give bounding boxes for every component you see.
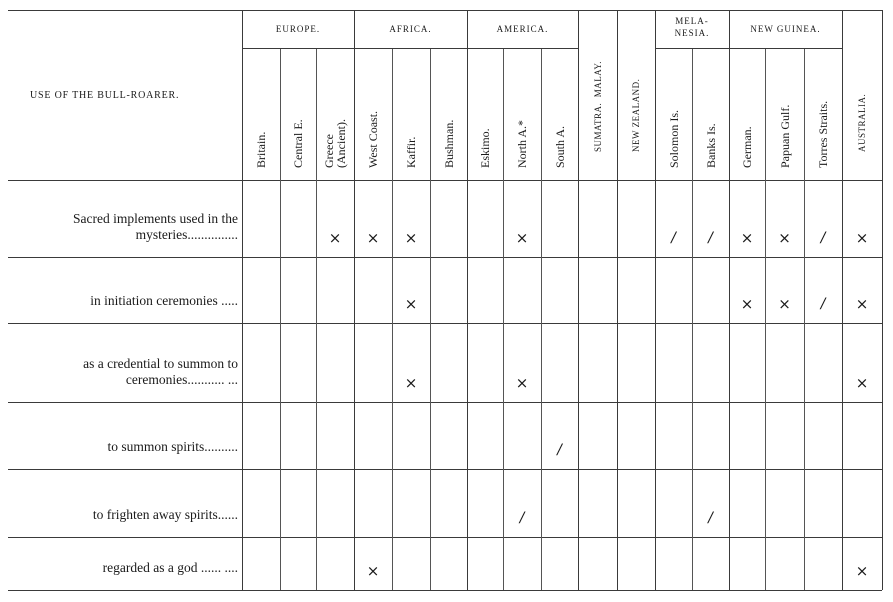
column-label: SUMATRA. MALAY. [592,60,603,152]
column-label: Greece (Ancient). [322,119,348,168]
column-label: South A. [552,125,567,168]
cross-mark: × [404,229,418,247]
row-label: as a credential to summon to ceremonies........... ... [83,356,238,387]
column-divider [242,10,243,590]
cross-mark: × [515,229,529,247]
cross-mark: × [366,562,380,580]
column-label: German. [740,126,754,168]
column-divider [578,10,579,590]
cross-mark: × [404,295,418,313]
column-divider [842,10,843,590]
column-divider [316,48,317,590]
column-label: Torres Straits. [816,100,830,168]
slash-mark: / [557,442,562,458]
cross-mark: × [855,295,869,313]
column-divider [467,10,468,590]
slash-mark: / [820,296,826,312]
slash-mark: / [519,510,525,526]
row-label: to summon spirits.......... [107,439,238,454]
row-label: to frighten away spirits...... [92,507,238,522]
column-divider [765,48,766,590]
column-label: North A.* [515,120,529,168]
header-bottom-border [8,180,882,181]
slash-mark: / [708,510,713,526]
column-divider [541,48,542,590]
cross-mark: × [404,374,418,392]
row-border [8,402,882,403]
cross-mark: × [778,229,791,247]
column-divider [280,48,281,590]
group-underline [655,48,729,49]
column-divider [882,10,883,590]
row-border [8,537,882,538]
column-label: Papuan Gulf. [777,104,792,168]
cross-mark: × [328,229,342,247]
group-underline [354,48,467,49]
cross-mark: × [515,374,529,392]
column-divider [729,10,730,590]
slash-mark: / [708,230,713,246]
row-border [8,323,882,324]
group-label: AFRICA. [389,24,432,34]
row-label: regarded as a god ...... .... [102,560,238,575]
column-divider [354,10,355,590]
column-label: Banks Is. [703,123,718,168]
column-label: Britain. [254,131,268,168]
row-label: Sacred implements used in the mysteries............... [73,211,238,242]
column-divider [804,48,805,590]
column-label: NEW ZEALAND. [631,78,641,152]
row-header-label: USE OF THE BULL-ROARER. [30,90,180,101]
column-divider [617,10,618,590]
column-divider [503,48,504,590]
column-divider [692,48,693,590]
group-underline [467,48,578,49]
group-underline [729,48,842,49]
cross-mark: × [366,229,380,247]
cross-mark: × [855,374,869,392]
row-label: in initiation ceremonies ..... [90,293,238,308]
column-divider [430,48,431,590]
column-divider [655,10,656,590]
slash-mark: / [671,230,676,246]
row-border [8,257,882,258]
group-label: NEW GUINEA. [750,24,821,34]
slash-mark: / [820,230,826,246]
cross-mark: × [740,229,754,247]
group-label: AMERICA. [496,24,549,34]
column-label: AUSTRALIA. [857,93,867,152]
group-underline [242,48,354,49]
cross-mark: × [778,295,791,313]
row-border [8,469,882,470]
group-label: EUROPE. [275,24,321,34]
column-label: Eskimo. [478,128,492,168]
cross-mark: × [855,229,869,247]
column-label: West Coast. [366,110,380,168]
column-label: Solomon Is. [666,109,681,168]
cross-mark: × [740,295,754,313]
table-top-border [8,10,882,11]
cross-mark: × [855,562,869,580]
column-label: Kaffir. [404,136,418,168]
column-label: Central E. [291,119,305,168]
column-label: Bushman. [441,119,456,168]
column-divider [392,48,393,590]
row-border [8,590,882,591]
group-label: MELA- NESIA. [674,16,710,38]
